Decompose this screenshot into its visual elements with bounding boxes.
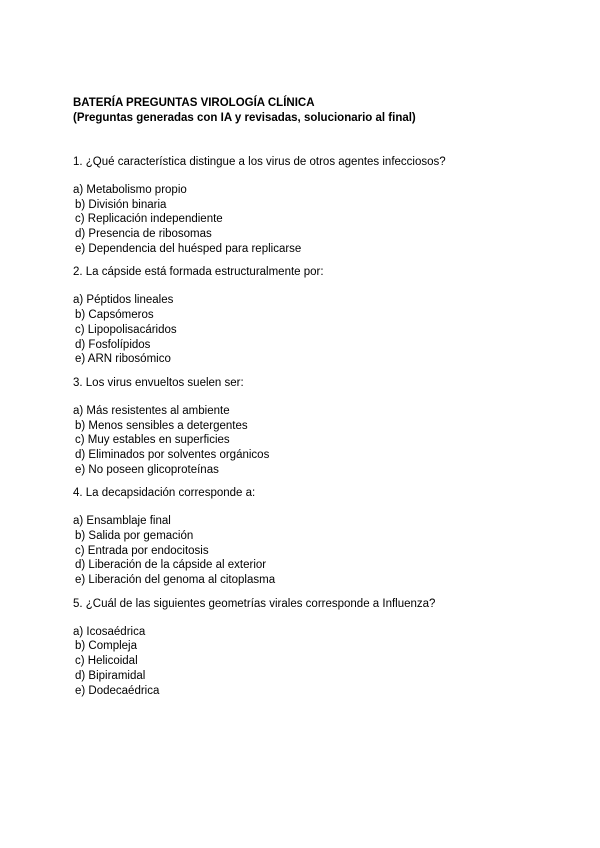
question-text: 3. Los virus envueltos suelen ser: [73,376,244,389]
option-e: e) No poseen glicoproteínas [75,463,219,476]
question-text: 1. ¿Qué característica distingue a los virus de otros agentes infecciosos? [73,156,446,168]
option-b: b) Salida por gemación [75,530,194,542]
option-c: c) Helicoidal [75,655,138,668]
question-text: 2. La cápside está formada estructuralmente por: [73,266,324,279]
option-b: b) División binaria [75,198,167,211]
option-a: a) Icosaédrica [73,625,146,638]
option-b: b) Capsómeros [75,309,154,322]
option-e: e) Dependencia del huésped para replicarse [75,242,302,255]
question-list [73,155,553,707]
option-d: d) Liberación de la cápside al exterior [75,559,267,572]
option-a: a) Más resistentes al ambiente [73,404,230,417]
question-2 [73,265,553,366]
option-c: c) Entrada por endocitosis [75,544,209,557]
question-text: 4. La decapsidación corresponde a: [73,487,256,500]
option-c: c) Lipopolisacáridos [75,323,177,336]
option-e: e) Liberación del genoma al citoplasma [75,574,276,587]
option-d: d) Bipiramidal [75,669,146,682]
option-e: e) Dodecaédrica [75,684,160,697]
option-a: a) Ensamblaje final [73,515,171,528]
question-text: 5. ¿Cuál de las siguientes geometrías virales corresponde a Influenza? [73,597,436,610]
option-c: c) Replicación independiente [75,213,223,226]
option-d: d) Eliminados por solventes orgánicos [75,448,270,461]
option-e: e) ARN ribosómico [75,353,171,366]
option-d: d) Presencia de ribosomas [75,228,212,241]
question-3 [73,376,553,477]
question-1 [73,155,553,256]
document-subtitle: (Preguntas generadas con IA y revisadas, solucionario al final) [73,112,416,124]
option-d: d) Fosfolípidos [75,338,151,351]
option-a: a) Péptidos lineales [73,294,174,307]
option-c: c) Muy estables en superficies [75,434,230,447]
option-a: a) Metabolismo propio [73,184,187,196]
document-title: BATERÍA PREGUNTAS VIROLOGÍA CLÍNICA [73,97,315,109]
question-4 [73,486,553,587]
option-b: b) Menos sensibles a detergentes [75,419,248,432]
question-5 [73,597,553,698]
option-b: b) Compleja [75,640,137,653]
